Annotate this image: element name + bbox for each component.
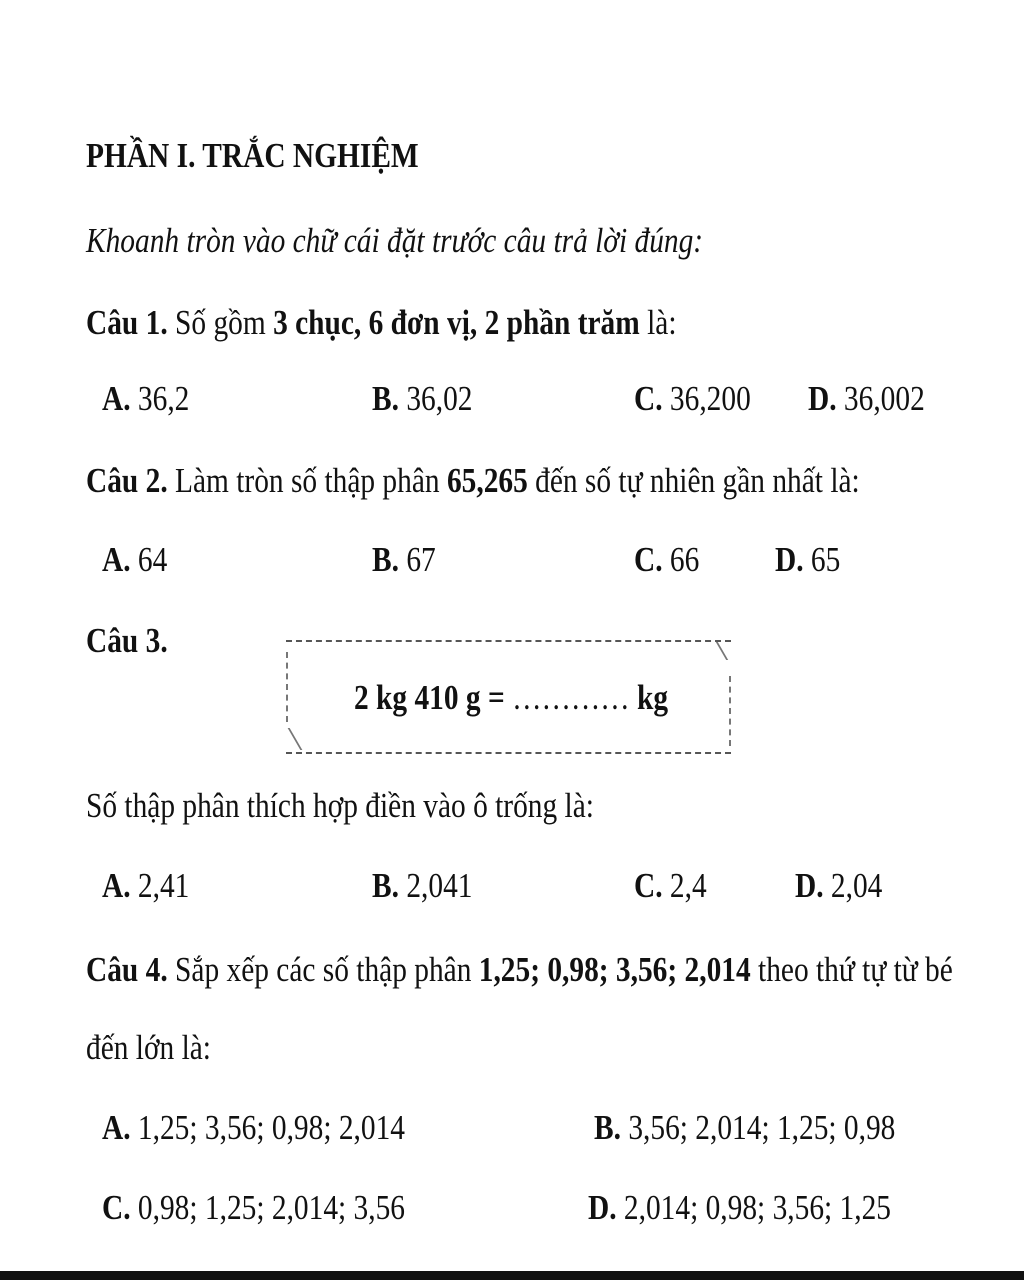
question-4-option-d[interactable] (588, 1186, 891, 1230)
section-title: PHẦN I. TRẮC NGHIỆM (86, 136, 419, 175)
instruction-text: Khoanh tròn vào chữ cái đặt trước câu trả lời đúng: (86, 221, 704, 260)
option-letter: C. (634, 866, 663, 905)
option-value: 2,4 (669, 866, 707, 905)
option-letter: A. (102, 1108, 131, 1147)
option-value: 2,041 (406, 866, 473, 905)
question-1-text-a: Số gồm (175, 303, 266, 342)
question-2 (86, 459, 860, 503)
question-4-text-a: Sắp xếp các số thập phân (175, 950, 472, 989)
box-edge (286, 652, 288, 722)
option-letter: B. (594, 1108, 621, 1147)
option-value: 3,56; 2,014; 1,25; 0,98 (628, 1108, 896, 1147)
box-corner (702, 642, 728, 660)
box-edge (729, 676, 731, 746)
question-4-text-c: đến lớn là: (86, 1028, 211, 1067)
question-4-numbers: 1,25; 0,98; 3,56; 2,014 (478, 950, 751, 989)
option-value: 66 (669, 540, 700, 579)
question-1-option-c[interactable] (634, 377, 751, 421)
question-1-option-d[interactable] (808, 377, 925, 421)
question-4-label: Câu 4. (86, 950, 168, 989)
question-1-option-a[interactable] (102, 377, 189, 421)
box-corner (288, 728, 317, 750)
question-4-option-b[interactable] (594, 1106, 895, 1150)
question-3-option-b[interactable] (372, 864, 472, 908)
bottom-border (0, 1271, 1024, 1280)
option-value: 64 (137, 540, 168, 579)
question-4-option-c[interactable] (102, 1186, 405, 1230)
box-unit: kg (637, 678, 669, 717)
question-1-option-b[interactable] (372, 377, 472, 421)
option-value: 36,02 (406, 379, 473, 418)
option-letter: D. (808, 379, 837, 418)
question-1-text-b: 3 chục, 6 đơn vị, 2 phần trăm (273, 303, 640, 342)
question-4-option-a[interactable] (102, 1106, 405, 1150)
question-2-number: 65,265 (446, 461, 528, 500)
question-2-label: Câu 2. (86, 461, 168, 500)
option-value: 36,200 (669, 379, 751, 418)
option-value: 36,2 (137, 379, 190, 418)
option-value: 67 (406, 540, 436, 579)
option-letter: C. (634, 540, 663, 579)
option-letter: B. (372, 866, 399, 905)
box-blank[interactable]: ………… (512, 678, 630, 717)
question-2-text-a: Làm tròn số thập phân (175, 461, 440, 500)
option-value: 0,98; 1,25; 2,014; 3,56 (137, 1188, 406, 1227)
question-3-prompt: Số thập phân thích hợp điền vào ô trống là: (86, 786, 594, 825)
option-value: 36,002 (843, 379, 925, 418)
box-expression: 2 kg 410 g = (354, 678, 505, 717)
question-4 (86, 948, 953, 992)
option-letter: B. (372, 379, 399, 418)
question-3-option-a[interactable] (102, 864, 189, 908)
question-2-text-b: đến số tự nhiên gần nhất là: (535, 461, 860, 500)
option-letter: D. (588, 1188, 617, 1227)
question-2-option-b[interactable] (372, 538, 436, 582)
question-3-label: Câu 3. (86, 621, 168, 660)
question-3-option-c[interactable] (634, 864, 707, 908)
option-letter: D. (775, 540, 804, 579)
question-2-option-c[interactable] (634, 538, 699, 582)
option-letter: B. (372, 540, 399, 579)
option-value: 65 (810, 540, 841, 579)
answer-box-expression (354, 676, 668, 720)
option-letter: A. (102, 379, 131, 418)
option-letter: C. (634, 379, 663, 418)
option-letter: C. (102, 1188, 131, 1227)
option-letter: D. (795, 866, 824, 905)
question-4-text-b: theo thứ tự từ bé (758, 950, 953, 989)
option-value: 2,41 (137, 866, 190, 905)
question-1-text-c: là: (647, 303, 677, 342)
option-value: 1,25; 3,56; 0,98; 2,014 (137, 1108, 406, 1147)
question-1-label: Câu 1. (86, 303, 168, 342)
question-3-option-d[interactable] (795, 864, 882, 908)
option-value: 2,014; 0,98; 3,56; 1,25 (623, 1188, 892, 1227)
option-letter: A. (102, 866, 131, 905)
question-1 (86, 301, 676, 345)
option-value: 2,04 (830, 866, 883, 905)
question-2-option-d[interactable] (775, 538, 840, 582)
option-letter: A. (102, 540, 131, 579)
question-2-option-a[interactable] (102, 538, 167, 582)
